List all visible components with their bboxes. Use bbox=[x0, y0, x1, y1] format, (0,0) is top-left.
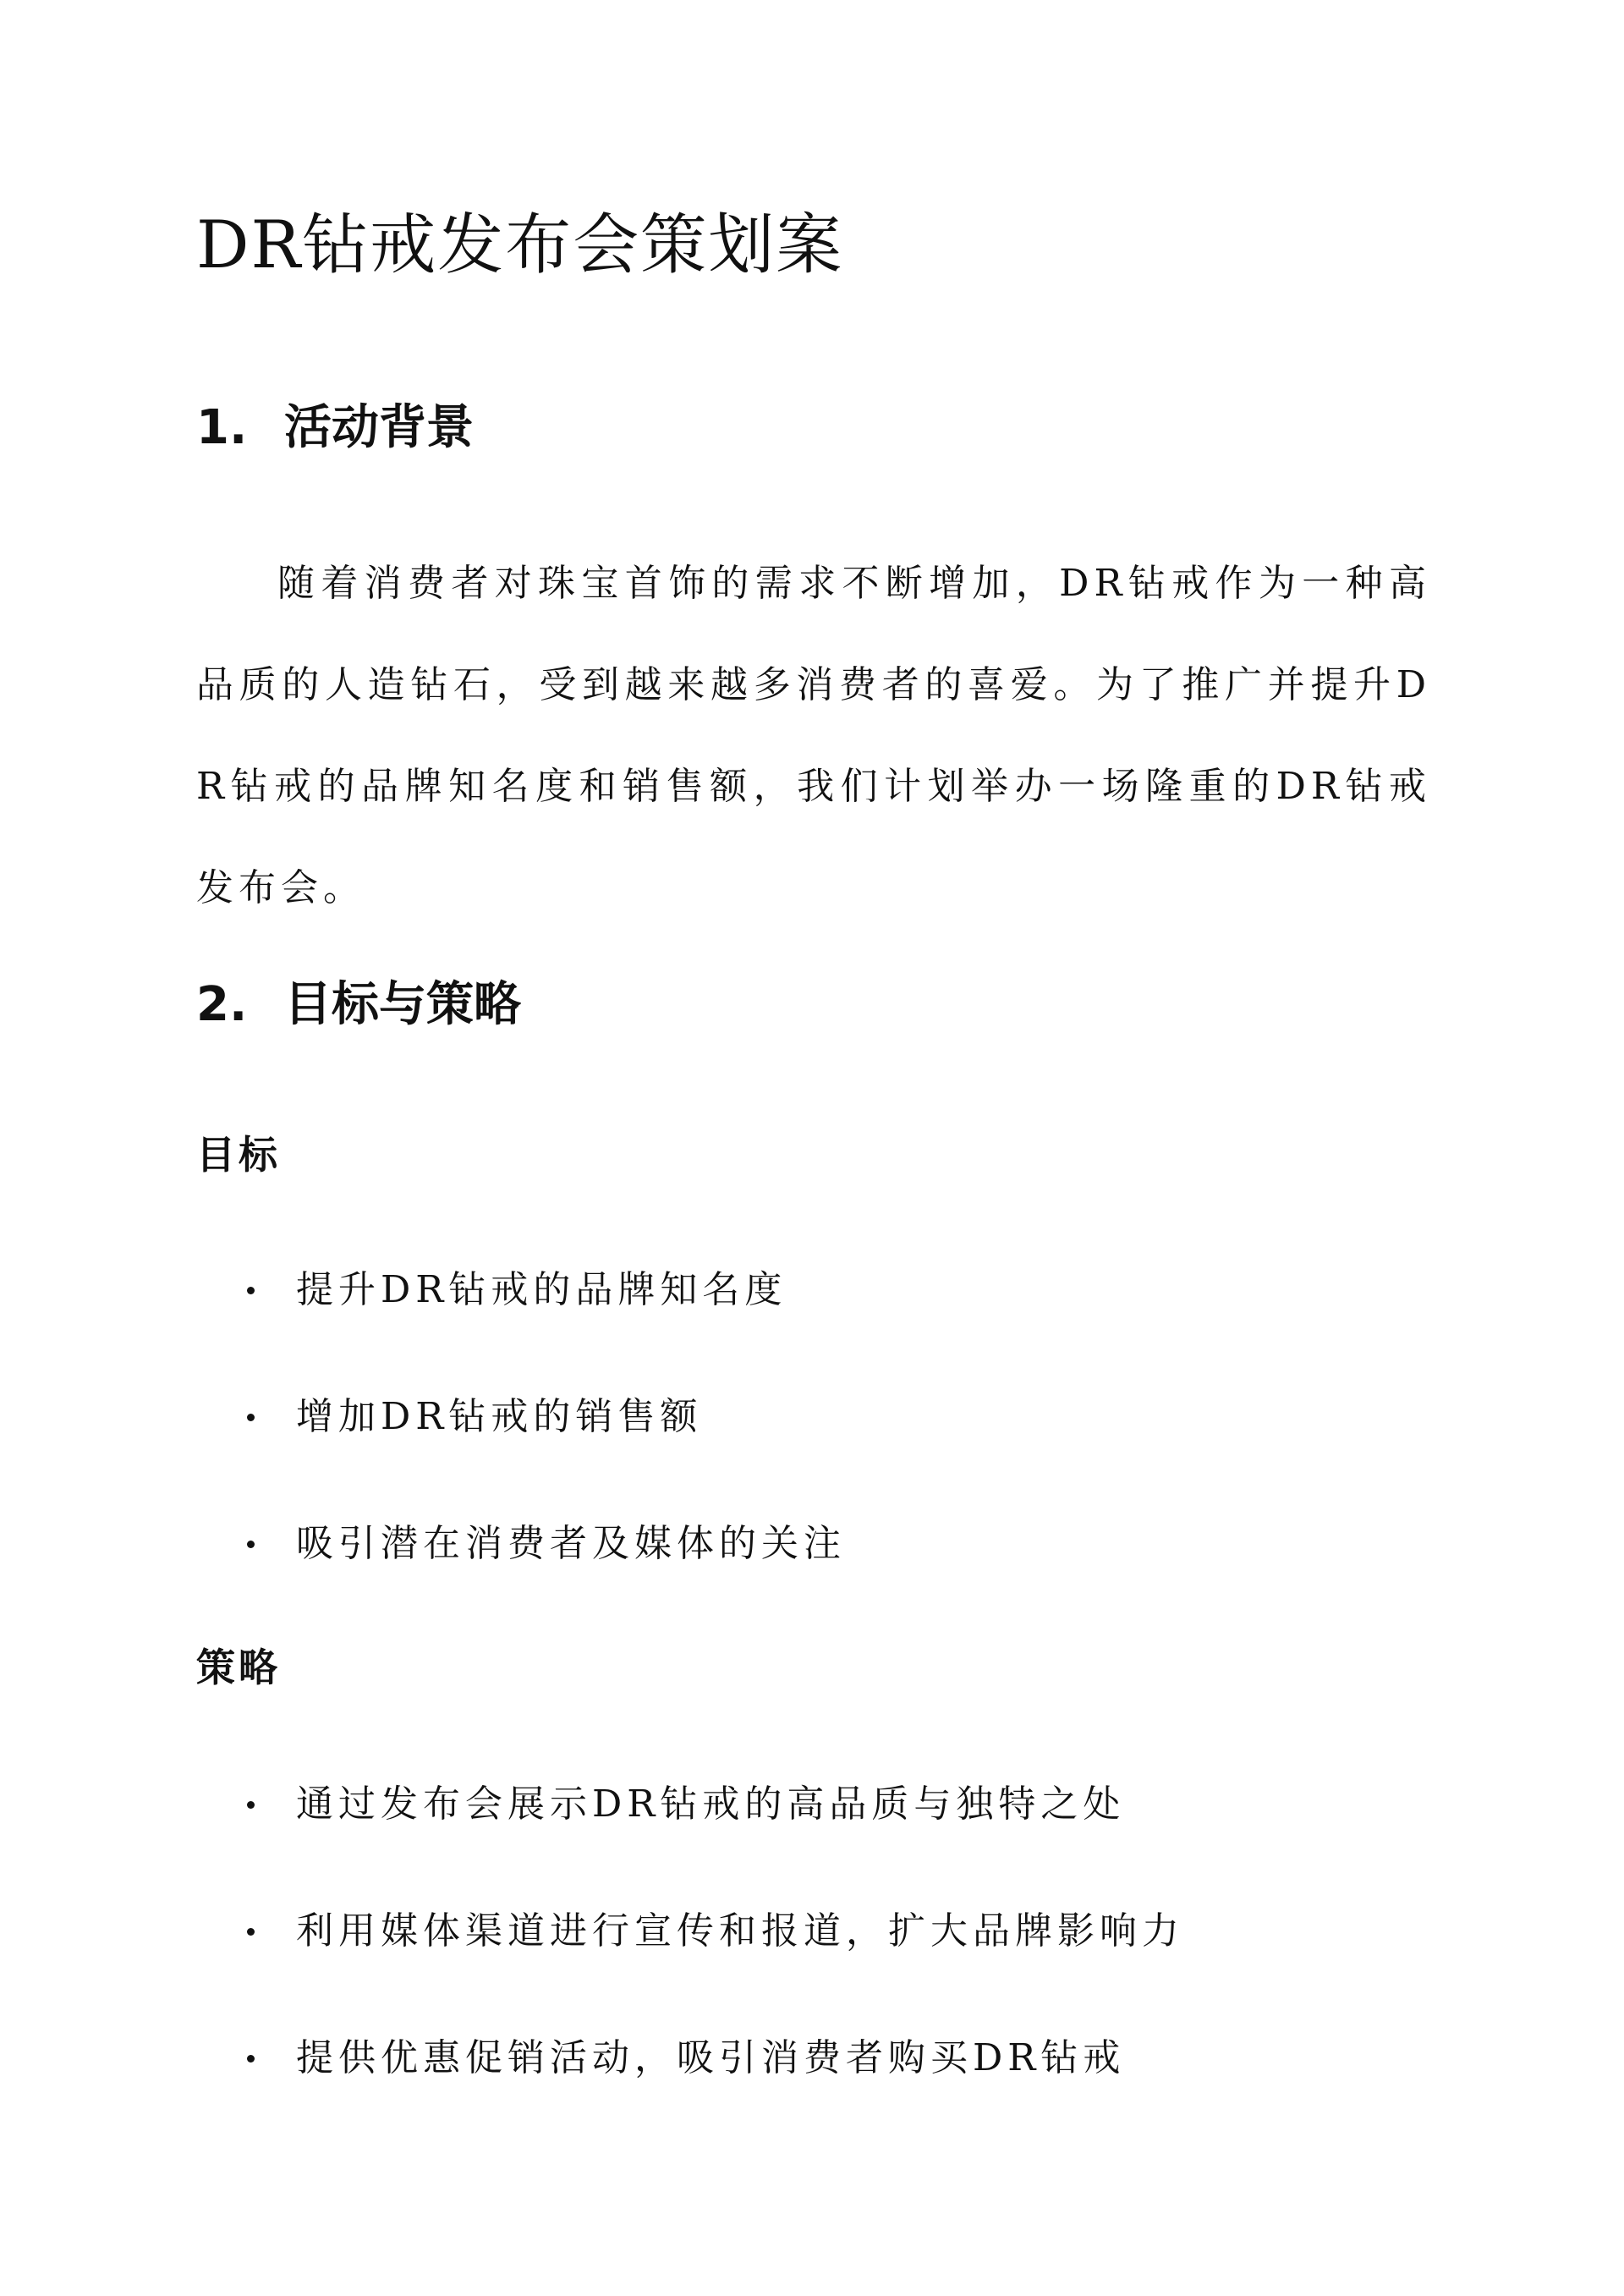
section-number: 2. bbox=[196, 977, 248, 1032]
bullet-icon bbox=[247, 1541, 255, 1548]
list-item-text: 提供优惠促销活动，吸引消费者购买DR钻戒 bbox=[296, 2036, 1126, 2079]
list-item-text: 通过发布会展示DR钻戒的高品质与独特之处 bbox=[296, 1782, 1126, 1826]
document-title: DR钻戒发布会策划案 bbox=[196, 207, 844, 283]
section-heading-background bbox=[196, 394, 474, 462]
list-item-text: 吸引潜在消费者及媒体的关注 bbox=[296, 1522, 846, 1565]
strategy-heading: 策略 bbox=[196, 1645, 281, 1690]
section-title: 目标与策略 bbox=[284, 977, 521, 1032]
bullet-icon bbox=[247, 1287, 255, 1294]
section-title: 活动背景 bbox=[284, 400, 474, 455]
bullet-icon bbox=[247, 2055, 255, 2063]
list-item-text: 增加DR钻戒的销售额 bbox=[296, 1395, 703, 1438]
bullet-icon bbox=[247, 1801, 255, 1809]
goals-heading: 目标 bbox=[196, 1132, 281, 1178]
bullet-icon bbox=[247, 1928, 255, 1936]
background-paragraph: 随着消费者对珠宝首饰的需求不断增加，DR钻戒作为一种高品质的人造钻石，受到越来越多消费者的喜爱。为了推广并提升DR钻戒的品牌知名度和销售额，我们计划举办一场隆重的DR钻戒发布会。 bbox=[196, 562, 1431, 909]
list-item-text: 提升DR钻戒的品牌知名度 bbox=[296, 1268, 787, 1311]
section-heading-goals-strategy bbox=[196, 971, 521, 1039]
list-item-text: 利用媒体渠道进行宣传和报道，扩大品牌影响力 bbox=[296, 1909, 1184, 1953]
bullet-icon bbox=[247, 1414, 255, 1421]
section-number: 1. bbox=[196, 400, 248, 455]
